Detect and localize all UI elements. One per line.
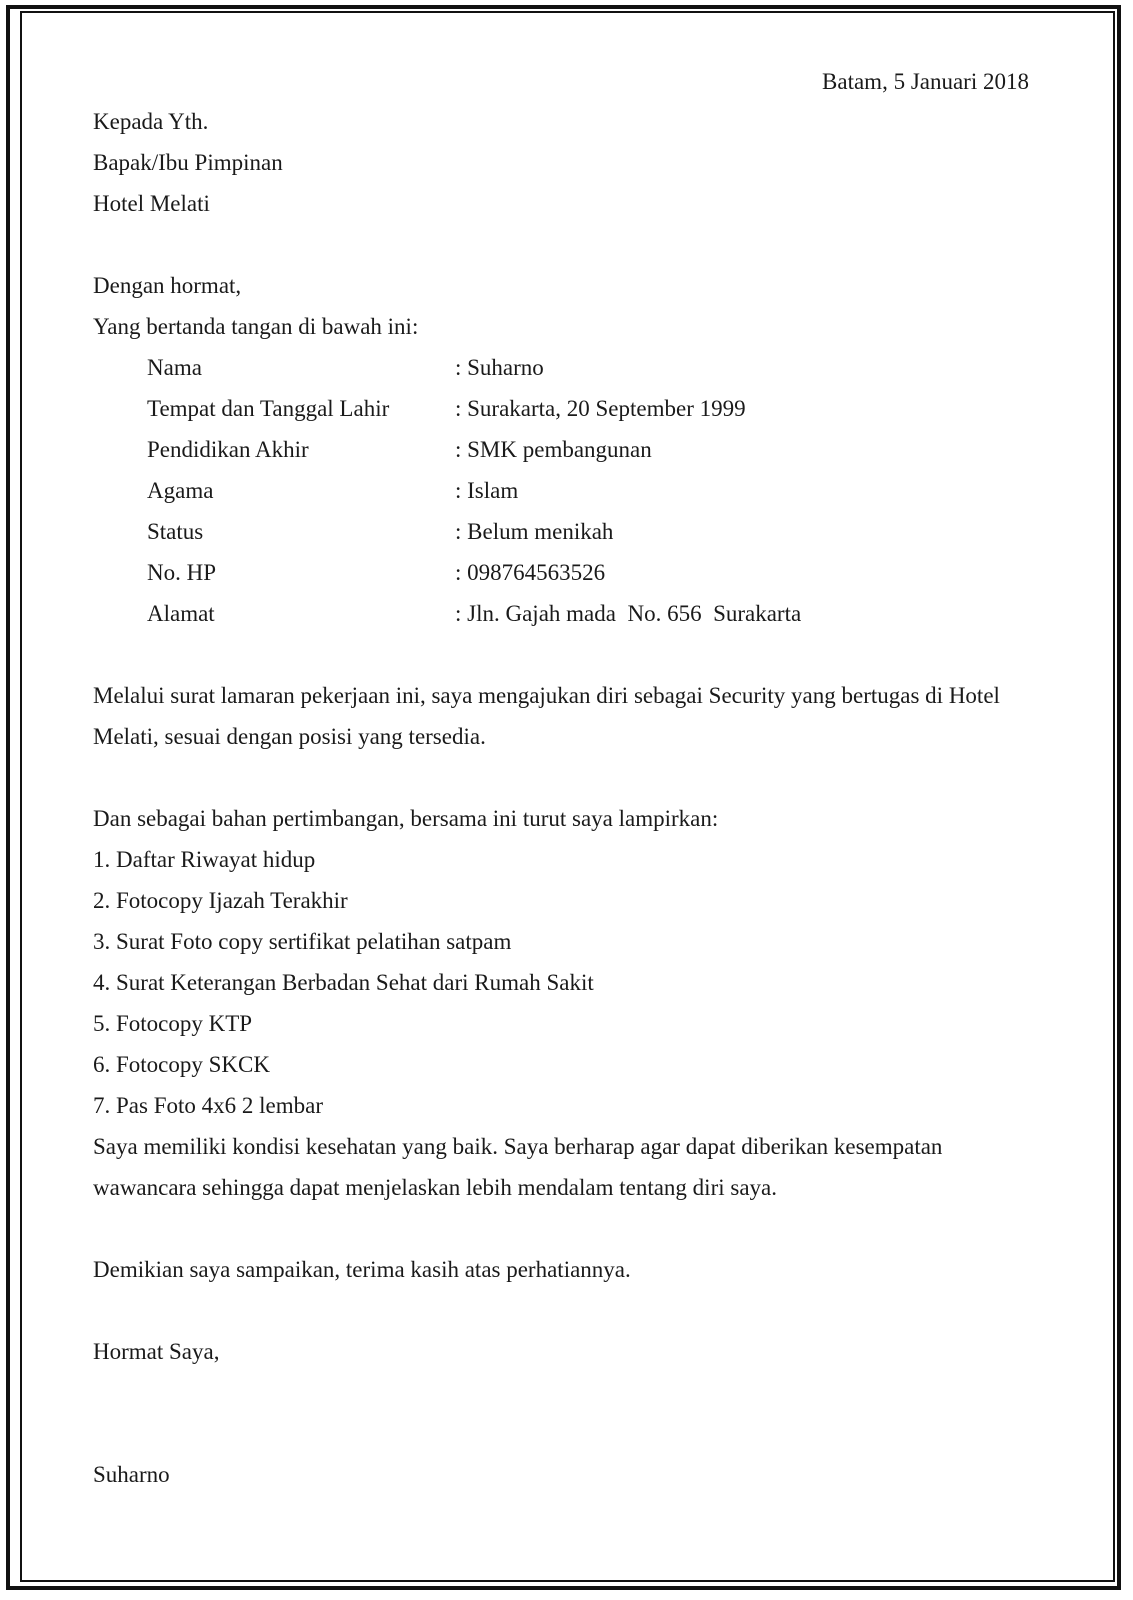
biodata-label: No. HP bbox=[147, 560, 217, 585]
biodata-label: Nama bbox=[147, 355, 202, 380]
body-paragraph-1-line-2: Melati, sesuai dengan posisi yang tersedia. bbox=[93, 724, 486, 749]
body-paragraph-2-line-1: Saya memiliki kondisi kesehatan yang baik. Saya berharap agar dapat diberikan kesempatan bbox=[93, 1134, 943, 1159]
place-date: Batam, 5 Januari 2018 bbox=[822, 69, 1029, 94]
recipient-line-3: Hotel Melati bbox=[93, 191, 210, 216]
biodata-value: : Islam bbox=[455, 478, 519, 503]
sign-off: Hormat Saya, bbox=[93, 1339, 220, 1364]
list-item: 7. Pas Foto 4x6 2 lembar bbox=[93, 1093, 323, 1118]
biodata-value: : Suharno bbox=[455, 355, 544, 380]
list-item: 3. Surat Foto copy sertifikat pelatihan satpam bbox=[93, 929, 512, 954]
biodata-value: : SMK pembangunan bbox=[455, 437, 652, 462]
attachments-intro: Dan sebagai bahan pertimbangan, bersama ini turut saya lampirkan: bbox=[93, 806, 719, 831]
signer-name: Suharno bbox=[93, 1462, 170, 1487]
biodata-value: : Belum menikah bbox=[455, 519, 614, 544]
list-item: 2. Fotocopy Ijazah Terakhir bbox=[93, 888, 348, 913]
closing: Demikian saya sampaikan, terima kasih atas perhatiannya. bbox=[93, 1257, 631, 1282]
biodata-value: : 098764563526 bbox=[455, 560, 606, 585]
intro: Yang bertanda tangan di bawah ini: bbox=[93, 314, 419, 339]
body-paragraph-2-line-2: wawancara sehingga dapat menjelaskan lebih mendalam tentang diri saya. bbox=[93, 1175, 777, 1200]
biodata-value: : Surakarta, 20 September 1999 bbox=[455, 396, 746, 421]
recipient-line-1: Kepada Yth. bbox=[93, 109, 209, 134]
biodata-value: : Jln. Gajah mada No. 656 Surakarta bbox=[455, 601, 802, 626]
list-item: 6. Fotocopy SKCK bbox=[93, 1052, 270, 1077]
biodata-label: Status bbox=[147, 519, 204, 544]
recipient-line-2: Bapak/Ibu Pimpinan bbox=[93, 150, 283, 175]
body-paragraph-1-line-1: Melalui surat lamaran pekerjaan ini, saya mengajukan diri sebagai Security yang bertugas di Hotel bbox=[93, 683, 1000, 708]
biodata-label: Tempat dan Tanggal Lahir bbox=[147, 396, 390, 421]
biodata-label: Pendidikan Akhir bbox=[147, 437, 309, 462]
list-item: 1. Daftar Riwayat hidup bbox=[93, 847, 316, 872]
list-item: 5. Fotocopy KTP bbox=[93, 1011, 253, 1036]
biodata-label: Alamat bbox=[147, 601, 215, 626]
biodata-label: Agama bbox=[147, 478, 214, 503]
greeting: Dengan hormat, bbox=[93, 273, 242, 298]
list-item: 4. Surat Keterangan Berbadan Sehat dari Rumah Sakit bbox=[93, 970, 594, 995]
